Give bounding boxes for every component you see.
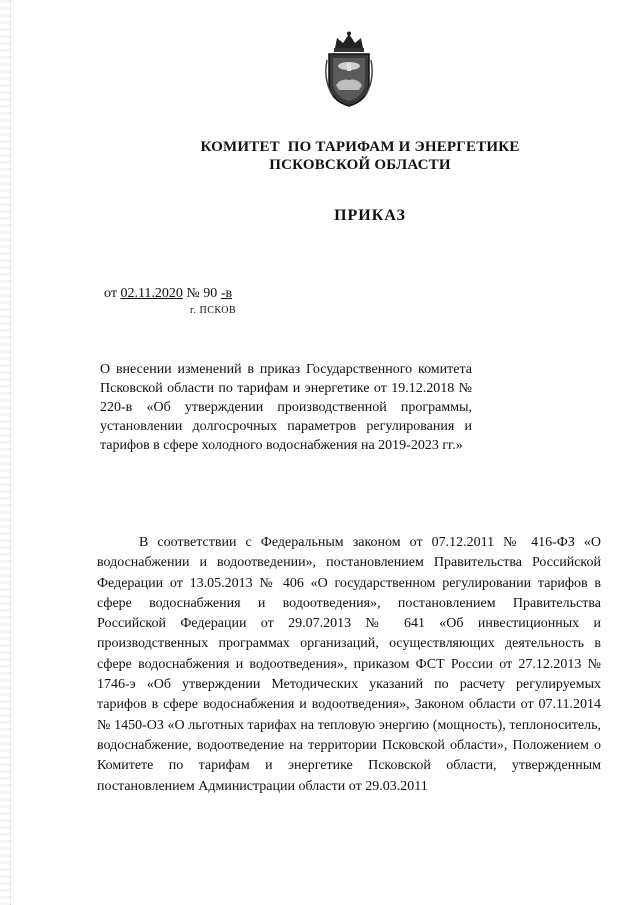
pskov-coat-of-arms-icon — [323, 30, 375, 108]
scan-edge — [0, 0, 11, 905]
organization-name — [150, 138, 570, 174]
order-subject: О внесении изменений в приказ Государственного комитета Псковской области по тарифам и энергетике от 19.12.2018 № 220-в «Об утверждении производственной программы, установлении долгосрочных параметров регулирования и тарифов в сфере холодного водоснабжения на 2019-2023 гг.» — [100, 362, 472, 453]
organization-name-line2: ПСКОВСКОЙ ОБЛАСТИ — [269, 157, 451, 173]
number-prefix: № 90 — [182, 286, 221, 301]
organization-name-line1: КОМИТЕТ ПО ТАРИФАМ И ЭНЕРГЕТИКЕ — [200, 139, 520, 155]
order-date-number — [104, 286, 232, 302]
order-date: 02.11.2020 — [120, 286, 183, 301]
document-type: ПРИКАЗ — [334, 207, 406, 224]
order-city: г. ПСКОВ — [190, 305, 237, 316]
date-prefix: от — [104, 286, 121, 301]
order-body-paragraph: В соответствии с Федеральным законом от 07.12.2011 № 416-ФЗ «О водоснабжении и водоотведении», постановлением Правительства Российской Федерации от 13.05.2013 № 406 «О государственном регулировании тарифов в сфере водоснабжения и водоотведения», постановлением Правительства Российской Федерации от 29.07.2013 № 641 «Об инвестиционных и производственных программах организаций, осуществляющих деятельность в сфере водоснабжения и водоотведения», приказом ФСТ России от 27.12.2013 № 1746-э «Об утверждении Методических указаний по расчету регулируемых тарифов в сфере водоснабжения и водоотведения», Законом области от 07.11.2014 № 1450-ОЗ «О льготных тарифах на тепловую энергию (мощность), теплоноситель, водоснабжение, водоотведение на территории Псковской области», Положением о Комитете по тарифам и энергетике Псковской области, утвержденным постановлением Администрации области от 29.03.2011 — [97, 535, 601, 794]
number-suffix: -в — [220, 286, 233, 301]
